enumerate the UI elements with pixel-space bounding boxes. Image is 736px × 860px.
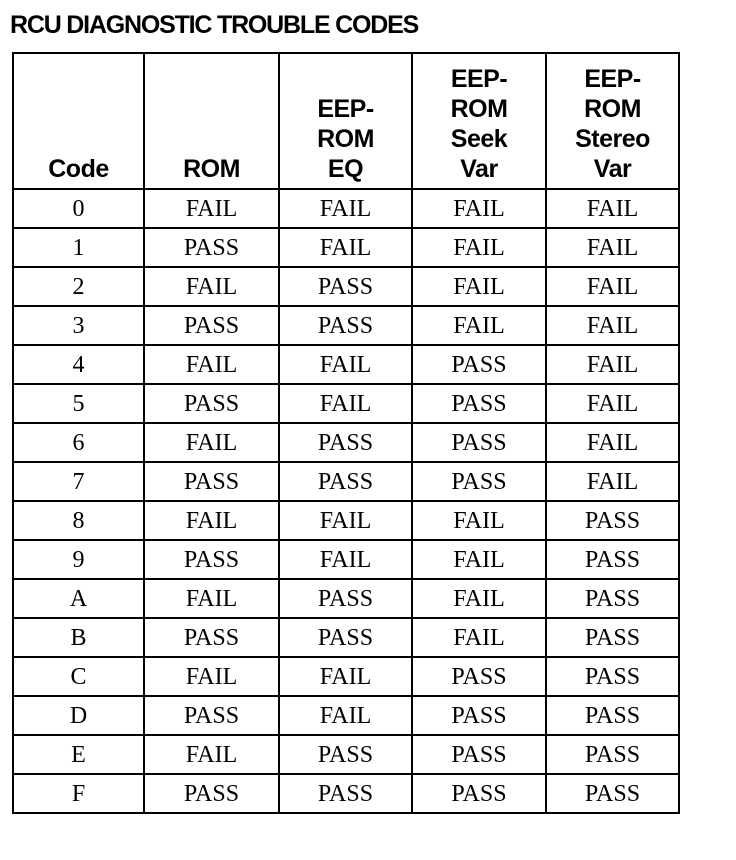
eeprom-seek-var-cell: FAIL bbox=[412, 501, 546, 540]
eeprom-seek-var-cell: PASS bbox=[412, 657, 546, 696]
eeprom-seek-var-cell: PASS bbox=[412, 345, 546, 384]
eeprom-eq-cell: PASS bbox=[279, 423, 412, 462]
eeprom-eq-cell: FAIL bbox=[279, 657, 412, 696]
code-cell: 0 bbox=[13, 189, 144, 228]
header-eeprom-eq: EEP- ROM EQ bbox=[279, 53, 412, 189]
code-cell: E bbox=[13, 735, 144, 774]
eeprom-eq-cell: PASS bbox=[279, 462, 412, 501]
eeprom-eq-cell: PASS bbox=[279, 267, 412, 306]
table-row bbox=[13, 267, 679, 306]
code-cell: B bbox=[13, 618, 144, 657]
eeprom-seek-var-cell: FAIL bbox=[412, 267, 546, 306]
eeprom-seek-var-cell: FAIL bbox=[412, 618, 546, 657]
table-row bbox=[13, 774, 679, 813]
eeprom-stereo-var-cell: FAIL bbox=[546, 306, 679, 345]
eeprom-stereo-var-cell: PASS bbox=[546, 774, 679, 813]
code-cell: 2 bbox=[13, 267, 144, 306]
code-cell: 9 bbox=[13, 540, 144, 579]
table-row bbox=[13, 228, 679, 267]
table-row bbox=[13, 462, 679, 501]
header-eeprom-seek-var: EEP- ROM Seek Var bbox=[412, 53, 546, 189]
eeprom-seek-var-cell: PASS bbox=[412, 384, 546, 423]
eeprom-stereo-var-cell: PASS bbox=[546, 657, 679, 696]
code-cell: 8 bbox=[13, 501, 144, 540]
eeprom-stereo-var-cell: PASS bbox=[546, 501, 679, 540]
rom-cell: FAIL bbox=[144, 345, 279, 384]
rom-cell: PASS bbox=[144, 306, 279, 345]
rom-cell: PASS bbox=[144, 774, 279, 813]
header-row bbox=[13, 53, 679, 189]
code-cell: 5 bbox=[13, 384, 144, 423]
eeprom-eq-cell: FAIL bbox=[279, 501, 412, 540]
code-cell: 3 bbox=[13, 306, 144, 345]
eeprom-seek-var-cell: PASS bbox=[412, 696, 546, 735]
rom-cell: PASS bbox=[144, 384, 279, 423]
table-row bbox=[13, 306, 679, 345]
eeprom-eq-cell: FAIL bbox=[279, 540, 412, 579]
header-eeprom-stereo-var: EEP- ROM Stereo Var bbox=[546, 53, 679, 189]
table-row bbox=[13, 189, 679, 228]
rom-cell: FAIL bbox=[144, 735, 279, 774]
table-row bbox=[13, 735, 679, 774]
eeprom-stereo-var-cell: PASS bbox=[546, 618, 679, 657]
table-row bbox=[13, 657, 679, 696]
eeprom-eq-cell: FAIL bbox=[279, 228, 412, 267]
eeprom-eq-cell: FAIL bbox=[279, 384, 412, 423]
eeprom-stereo-var-cell: PASS bbox=[546, 696, 679, 735]
table-row bbox=[13, 696, 679, 735]
eeprom-seek-var-cell: PASS bbox=[412, 423, 546, 462]
code-cell: A bbox=[13, 579, 144, 618]
eeprom-stereo-var-cell: FAIL bbox=[546, 384, 679, 423]
trouble-codes-table bbox=[12, 52, 680, 814]
eeprom-stereo-var-cell: FAIL bbox=[546, 189, 679, 228]
rom-cell: FAIL bbox=[144, 189, 279, 228]
eeprom-eq-cell: FAIL bbox=[279, 189, 412, 228]
code-cell: 4 bbox=[13, 345, 144, 384]
eeprom-eq-cell: PASS bbox=[279, 618, 412, 657]
code-cell: F bbox=[13, 774, 144, 813]
rom-cell: FAIL bbox=[144, 423, 279, 462]
rom-cell: FAIL bbox=[144, 579, 279, 618]
eeprom-eq-cell: PASS bbox=[279, 774, 412, 813]
eeprom-seek-var-cell: FAIL bbox=[412, 189, 546, 228]
eeprom-seek-var-cell: FAIL bbox=[412, 228, 546, 267]
table-row bbox=[13, 618, 679, 657]
rom-cell: FAIL bbox=[144, 501, 279, 540]
rom-cell: PASS bbox=[144, 696, 279, 735]
code-cell: 1 bbox=[13, 228, 144, 267]
eeprom-eq-cell: PASS bbox=[279, 306, 412, 345]
code-cell: 7 bbox=[13, 462, 144, 501]
table-row bbox=[13, 423, 679, 462]
table-body bbox=[13, 189, 679, 813]
header-rom: ROM bbox=[144, 53, 279, 189]
rom-cell: PASS bbox=[144, 618, 279, 657]
eeprom-eq-cell: FAIL bbox=[279, 345, 412, 384]
eeprom-seek-var-cell: FAIL bbox=[412, 540, 546, 579]
rom-cell: FAIL bbox=[144, 267, 279, 306]
eeprom-stereo-var-cell: FAIL bbox=[546, 462, 679, 501]
eeprom-stereo-var-cell: PASS bbox=[546, 735, 679, 774]
table-row bbox=[13, 540, 679, 579]
rom-cell: FAIL bbox=[144, 657, 279, 696]
code-cell: C bbox=[13, 657, 144, 696]
page-title: RCU DIAGNOSTIC TROUBLE CODES bbox=[10, 11, 419, 39]
eeprom-eq-cell: PASS bbox=[279, 735, 412, 774]
eeprom-seek-var-cell: FAIL bbox=[412, 579, 546, 618]
eeprom-stereo-var-cell: PASS bbox=[546, 540, 679, 579]
table-row bbox=[13, 345, 679, 384]
eeprom-stereo-var-cell: FAIL bbox=[546, 228, 679, 267]
rom-cell: PASS bbox=[144, 540, 279, 579]
eeprom-stereo-var-cell: PASS bbox=[546, 579, 679, 618]
header-code: Code bbox=[13, 53, 144, 189]
code-cell: 6 bbox=[13, 423, 144, 462]
code-cell: D bbox=[13, 696, 144, 735]
eeprom-seek-var-cell: PASS bbox=[412, 774, 546, 813]
eeprom-seek-var-cell: FAIL bbox=[412, 306, 546, 345]
eeprom-seek-var-cell: PASS bbox=[412, 735, 546, 774]
table-row bbox=[13, 579, 679, 618]
table-row bbox=[13, 384, 679, 423]
eeprom-seek-var-cell: PASS bbox=[412, 462, 546, 501]
table-row bbox=[13, 501, 679, 540]
eeprom-stereo-var-cell: FAIL bbox=[546, 345, 679, 384]
eeprom-stereo-var-cell: FAIL bbox=[546, 267, 679, 306]
eeprom-eq-cell: PASS bbox=[279, 579, 412, 618]
rom-cell: PASS bbox=[144, 228, 279, 267]
eeprom-stereo-var-cell: FAIL bbox=[546, 423, 679, 462]
eeprom-eq-cell: FAIL bbox=[279, 696, 412, 735]
rom-cell: PASS bbox=[144, 462, 279, 501]
